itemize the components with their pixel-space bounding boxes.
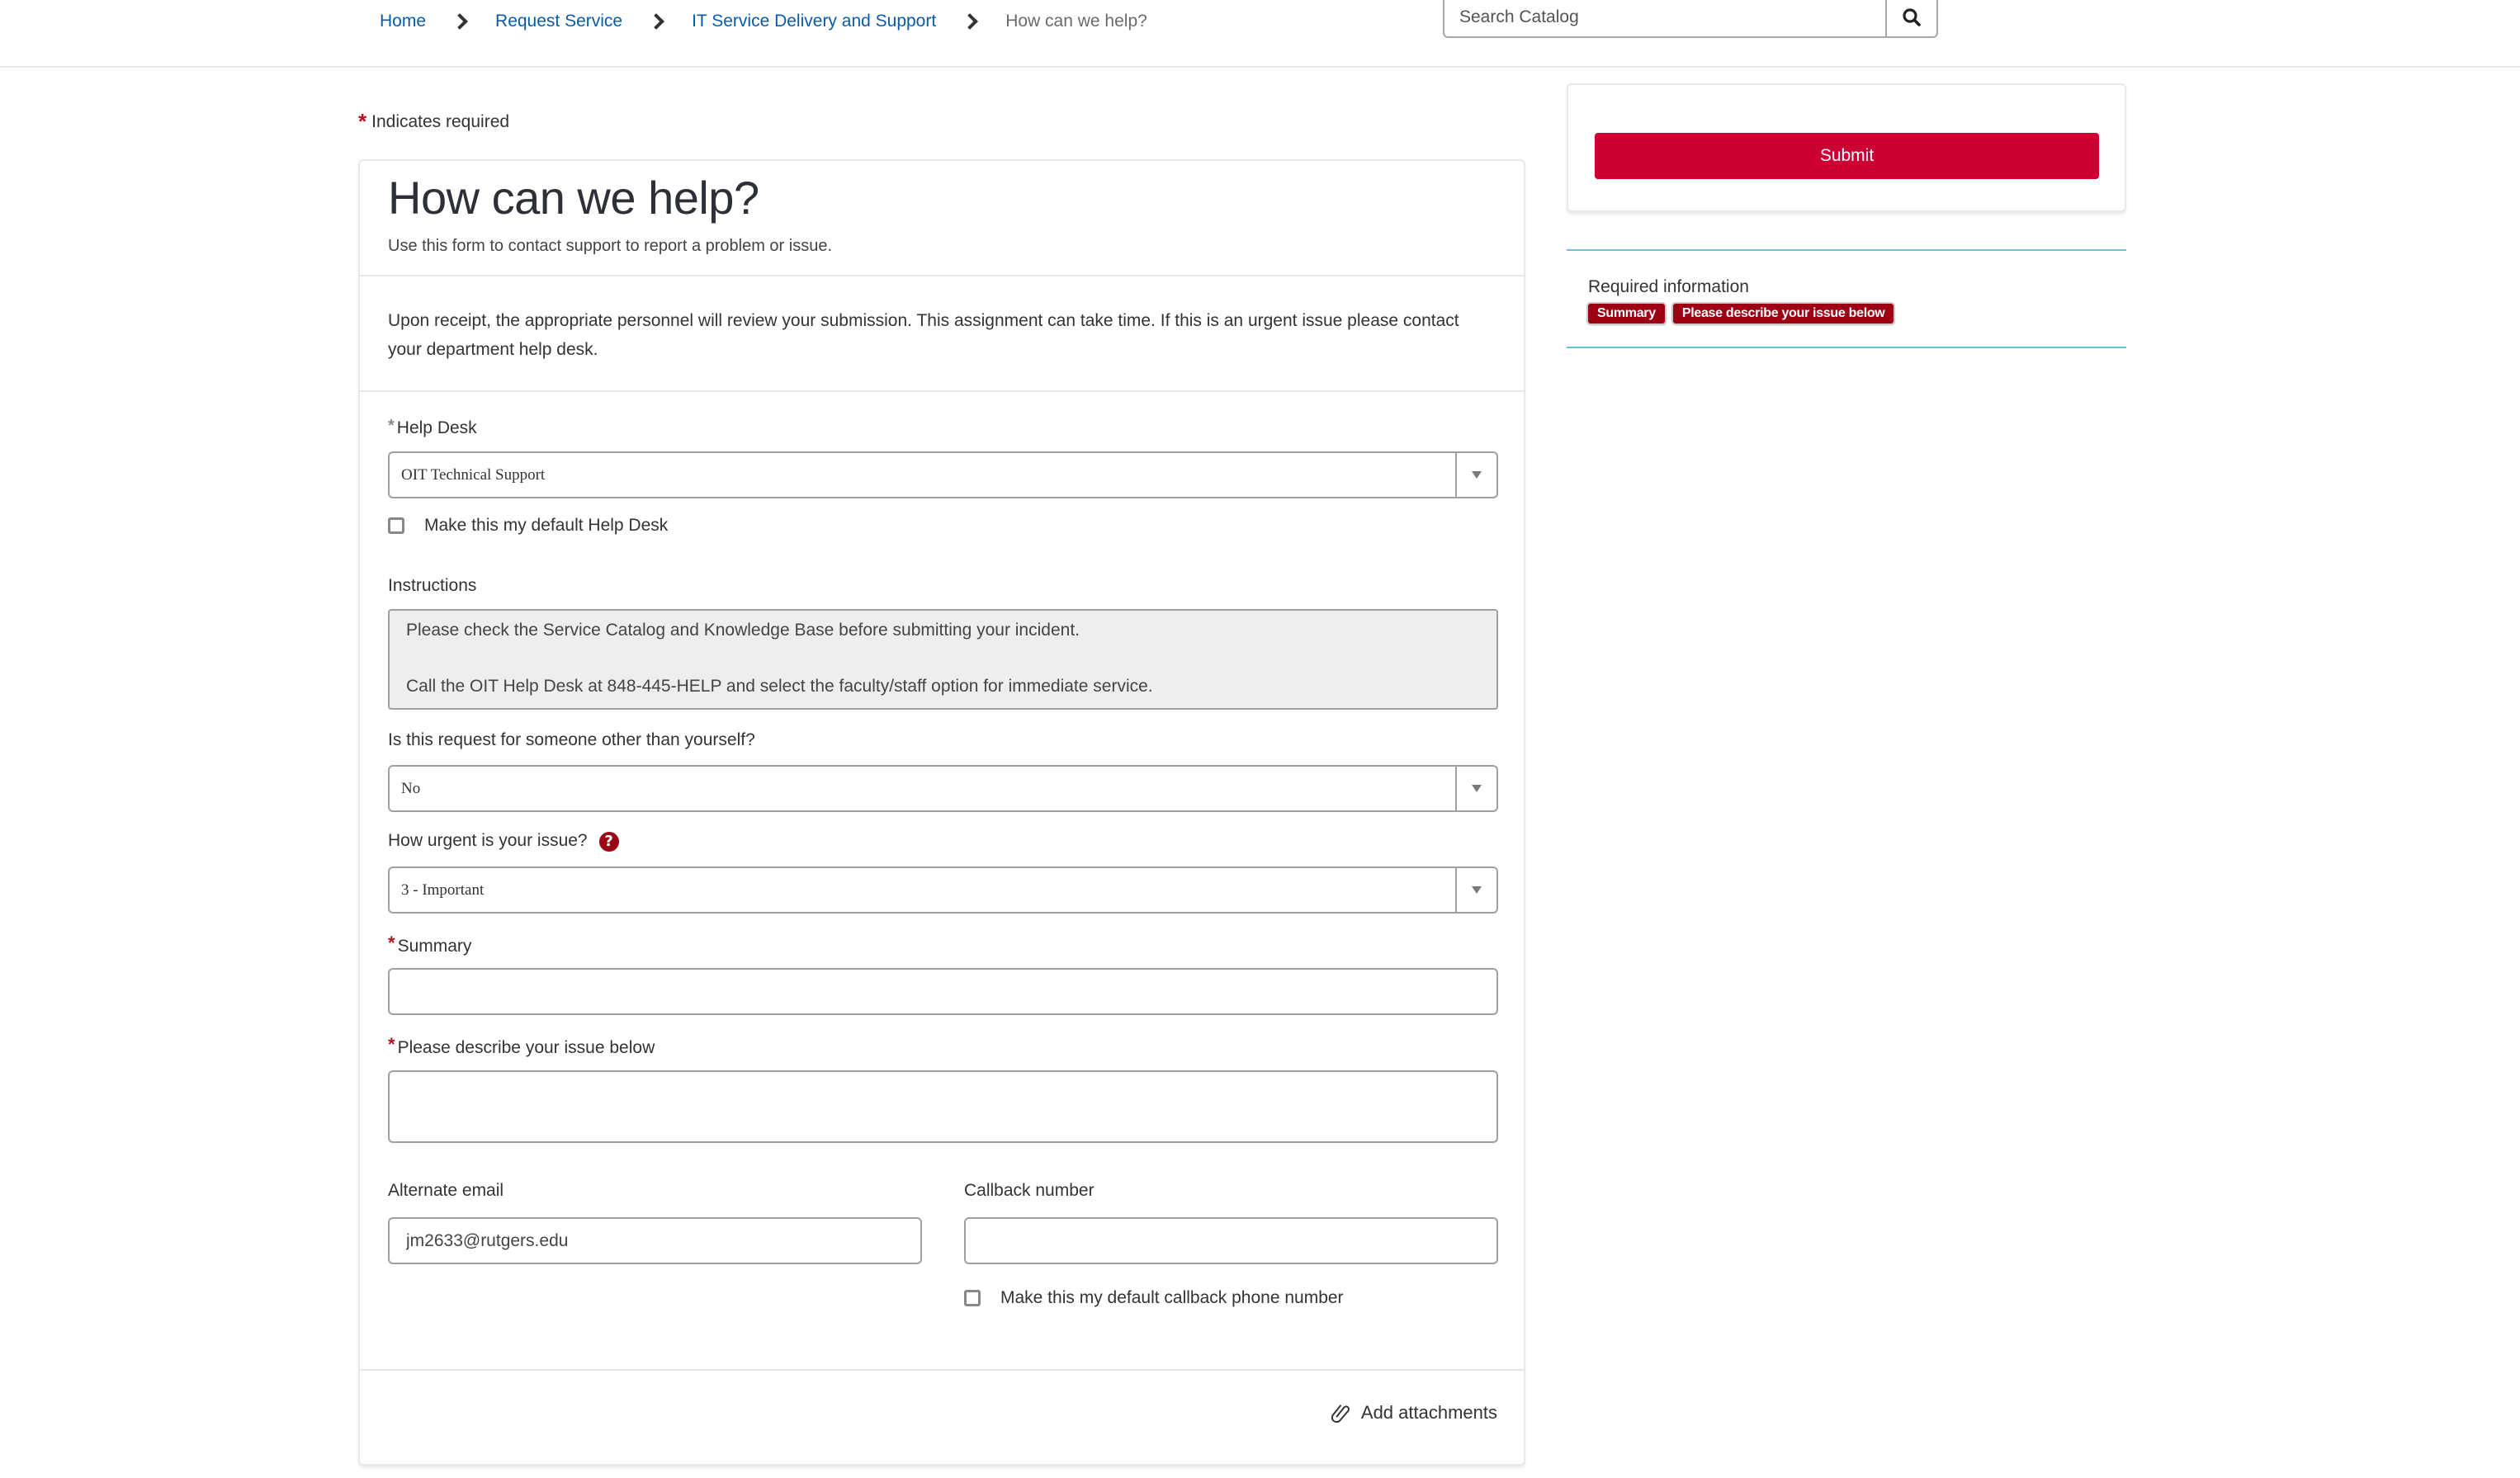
default-callback-label: Make this my default callback phone number <box>1000 1288 1344 1307</box>
urgency-value: 3 - Important <box>401 881 485 899</box>
help-desk-value: OIT Technical Support <box>401 465 546 484</box>
submit-button[interactable]: Submit <box>1595 133 2099 179</box>
form-footer <box>360 1369 1524 1466</box>
add-attachments-button[interactable] <box>1330 1402 1497 1424</box>
search-catalog <box>1443 0 1938 38</box>
form-header <box>360 161 1524 276</box>
add-attachments-label: Add attachments <box>1360 1402 1497 1423</box>
default-help-desk-label: Make this my default Help Desk <box>424 516 669 535</box>
summary-input[interactable] <box>388 968 1498 1015</box>
breadcrumb-current: How can we help? <box>1005 12 1147 31</box>
someone-else-select[interactable] <box>388 765 1498 812</box>
breadcrumb-it-service-delivery[interactable]: IT Service Delivery and Support <box>692 12 937 31</box>
default-help-desk-checkbox[interactable] <box>388 517 404 534</box>
required-star: * <box>388 417 395 435</box>
intro-text: Upon receipt, the appropriate personnel will review your submission. This assignment can take time. If this is an urgent issue please contact your department help desk. <box>388 311 1459 359</box>
summary-label-text: Summary <box>397 937 472 956</box>
caret-down-icon <box>1472 785 1482 792</box>
required-star: * <box>358 109 367 134</box>
question-circle-icon[interactable]: ? <box>599 832 619 852</box>
caret-down-icon <box>1472 886 1482 894</box>
description-label-text: Please describe your issue below <box>397 1038 655 1057</box>
required-star: * <box>388 1034 395 1055</box>
chevron-right-icon <box>962 13 978 30</box>
dropdown-arrow[interactable] <box>1455 453 1496 497</box>
breadcrumb <box>380 7 1147 36</box>
chevron-right-icon <box>452 13 468 30</box>
someone-else-label: Is this request for someone other than yourself? <box>388 730 755 749</box>
search-button[interactable] <box>1885 0 1936 36</box>
form-intro <box>360 276 1524 392</box>
default-callback-checkbox-row[interactable] <box>964 1288 1344 1308</box>
dropdown-arrow[interactable] <box>1455 767 1496 810</box>
alternate-email-input[interactable] <box>388 1217 922 1264</box>
required-star: * <box>388 933 395 953</box>
alternate-email-label: Alternate email <box>388 1181 504 1200</box>
urgency-label <box>388 831 619 852</box>
required-badge-description[interactable]: Please describe your issue below <box>1673 304 1894 323</box>
description-textarea[interactable] <box>388 1070 1498 1143</box>
instructions-line-1: Please check the Service Catalog and Knowledge Base before submitting your incident. <box>406 621 1080 640</box>
chevron-right-icon <box>648 13 664 30</box>
required-badges <box>1588 304 1894 323</box>
instructions-box <box>388 609 1498 710</box>
page-title: How can we help? <box>388 172 759 224</box>
breadcrumb-home[interactable]: Home <box>380 12 427 31</box>
instructions-line-2: Call the OIT Help Desk at 848-445-HELP and select the faculty/staff option for immediate service. <box>406 677 1153 696</box>
default-help-desk-checkbox-row[interactable] <box>388 516 668 536</box>
paperclip-icon <box>1330 1402 1351 1424</box>
search-icon <box>1902 7 1922 27</box>
help-desk-select[interactable] <box>388 451 1498 498</box>
required-badge-summary[interactable]: Summary <box>1588 304 1665 323</box>
someone-else-value: No <box>401 779 421 797</box>
callback-number-input[interactable] <box>964 1217 1498 1264</box>
required-indicator-note <box>358 109 509 135</box>
request-form-card <box>358 159 1525 1466</box>
help-desk-label-text: Help Desk <box>396 418 477 437</box>
search-input[interactable] <box>1444 0 1885 36</box>
breadcrumb-request-service[interactable]: Request Service <box>495 12 623 31</box>
required-note-text: Indicates required <box>371 112 510 131</box>
required-information-panel <box>1567 249 2126 348</box>
description-label <box>388 1034 655 1058</box>
urgency-select[interactable] <box>388 866 1498 914</box>
summary-label <box>388 933 471 956</box>
caret-down-icon <box>1472 471 1482 479</box>
page-subtitle: Use this form to contact support to report a problem or issue. <box>388 237 833 255</box>
default-callback-checkbox[interactable] <box>964 1290 981 1306</box>
required-information-title: Required information <box>1588 277 1749 296</box>
urgency-label-text: How urgent is your issue? <box>388 831 588 850</box>
submit-card <box>1567 83 2126 212</box>
dropdown-arrow[interactable] <box>1455 868 1496 912</box>
instructions-label: Instructions <box>388 576 477 595</box>
top-bar <box>0 0 2520 68</box>
callback-number-label: Callback number <box>964 1181 1095 1200</box>
help-desk-label <box>388 417 477 438</box>
